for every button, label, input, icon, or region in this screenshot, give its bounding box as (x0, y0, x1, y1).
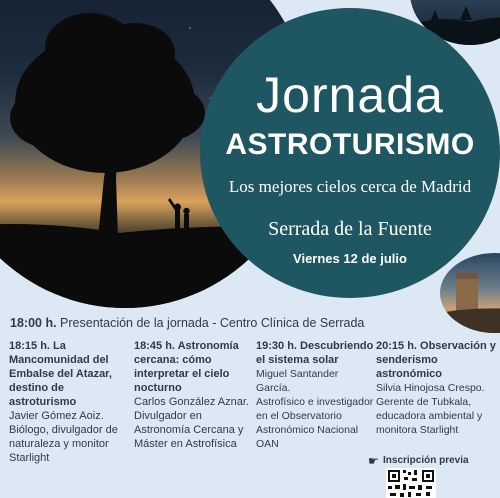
session-title: 18:15 h. La Mancomunidad del Embalse del Atazar, destino de astroturismo (9, 340, 112, 408)
event-topic: ASTROTURISMO (225, 128, 475, 161)
intro-time: 18:00 h. (10, 316, 57, 330)
event-date: Viernes 12 de julio (293, 251, 407, 266)
session-speaker: Javier Gómez Aoiz. (9, 410, 104, 422)
intro-text: Presentación de la jornada - Centro Clínica de Serrada (60, 316, 365, 330)
event-title: Jornada (256, 67, 444, 123)
registration-label: Inscripción previa (383, 455, 469, 466)
session-details: Divulgador en Astronomía Cercana y Máster en Astrofísica (134, 410, 244, 450)
session-3 (256, 339, 374, 451)
event-location: Serrada de la Fuente (268, 218, 432, 240)
session-speaker: Miguel Santander García. (256, 368, 339, 394)
program-intro (10, 316, 364, 330)
session-2 (134, 339, 256, 451)
session-title: 18:45 h. Astronomía cercana: cómo interpretar el cielo nocturno (134, 340, 239, 394)
session-details: Biólogo, divulgador de naturaleza y monitor Starlight (9, 424, 118, 464)
session-title: 19:30 h. Descubriendo el sistema solar (256, 340, 374, 366)
session-details: Gerente de Tubkala, educadora ambiental y monitora Starlight (376, 396, 483, 436)
pointing-hand-icon: ☛ (368, 454, 379, 468)
session-speaker: Carlos González Aznar. (134, 396, 249, 408)
session-title: 20:15 h. Observación y senderismo astronómico (376, 340, 496, 380)
session-4 (376, 339, 498, 437)
session-details: Astrofísico e investigador en el Observatorio Astronómico Nacional OAN (256, 396, 374, 450)
registration-qr-code[interactable] (386, 468, 436, 498)
session-1 (9, 339, 133, 465)
event-subtitle: Los mejores cielos cerca de Madrid (228, 177, 472, 196)
session-speaker: Silvia Hinojosa Crespo. (376, 382, 485, 394)
